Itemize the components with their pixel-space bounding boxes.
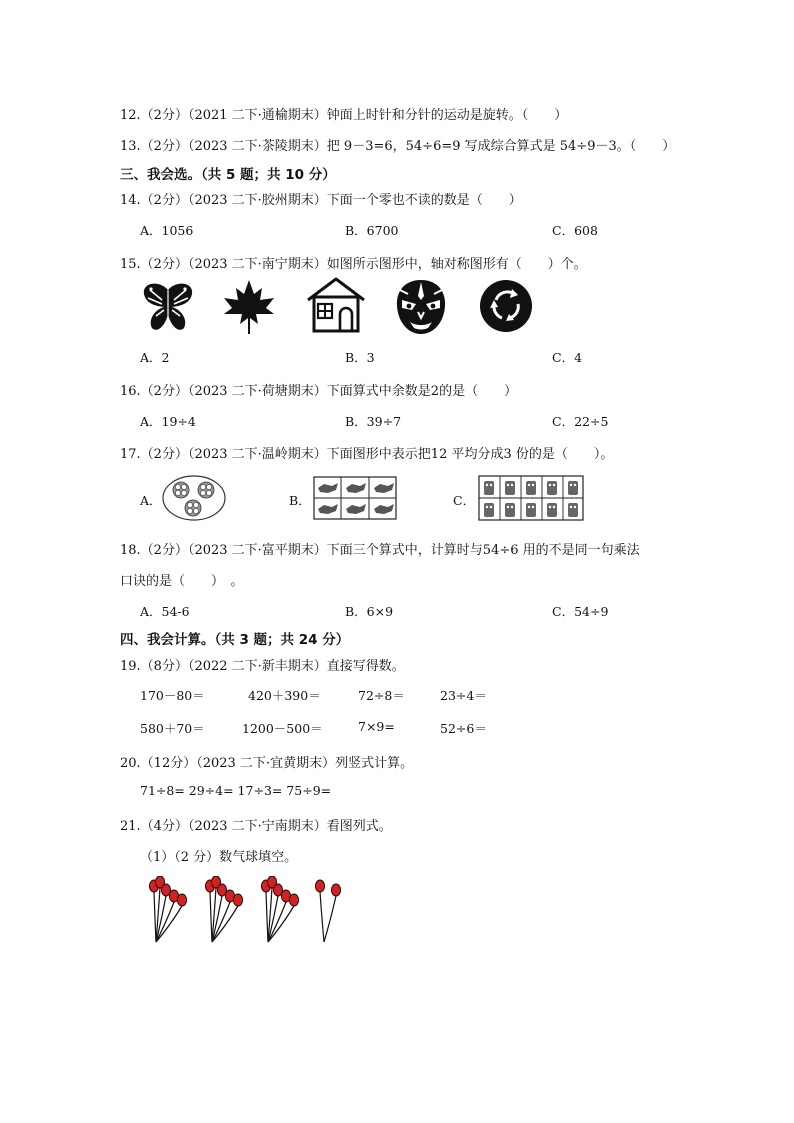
q19-expr-4: 23÷4＝ <box>440 688 487 703</box>
question-13: 13.（2分）（2023 二下·茶陵期末）把 9－3=6，54÷6=9 写成综合算式是 54÷9－3。（ ） <box>120 139 676 154</box>
balloon <box>289 894 298 906</box>
q18-option-c: C．54÷9 <box>552 604 609 619</box>
q17-label-b: B． <box>289 493 311 508</box>
section-3-title: 三、我会选。（共 5 题；共 10 分） <box>120 167 336 183</box>
q14-option-c: C．608 <box>552 223 598 238</box>
balloon <box>177 894 186 906</box>
balloon <box>331 884 340 896</box>
q17-option-a-figure <box>161 474 227 522</box>
q19-expr-8: 52÷6＝ <box>440 721 487 736</box>
q18-option-a: A．54-6 <box>140 604 190 619</box>
butterfly-icon <box>140 280 196 334</box>
question-20: 20.（12分）（2023 二下·宜黄期末）列竖式计算。 <box>120 756 414 771</box>
question-17: 17.（2分）（2023 二下·温岭期末）下面图形中表示把12 平均分成3 份的是（ ）。 <box>120 447 614 462</box>
balloon-bunches-figure <box>146 876 360 946</box>
q14-option-a: A．1056 <box>140 223 194 238</box>
balloon-bunch <box>149 876 186 942</box>
q16-option-c: C．22÷5 <box>552 414 609 429</box>
question-16: 16.（2分）（2023 二下·荷塘期末）下面算式中余数是2的是（ ） <box>120 384 518 399</box>
question-18: 18.（2分）（2023 二下·富平期末）下面三个算式中，计算时与54÷6 用的不是同一句乘法 <box>120 543 640 558</box>
q19-expr-7: 7×9= <box>358 719 395 734</box>
q19-expr-1: 170－80＝ <box>140 688 205 703</box>
balloon <box>233 894 242 906</box>
balloon <box>315 880 324 892</box>
balloon-bunch <box>205 876 242 942</box>
question-19: 19.（8分）（2022 二下·新丰期末）直接写得数。 <box>120 659 405 674</box>
question-21: 21.（4分）（2023 二下·宁南期末）看图列式。 <box>120 819 392 834</box>
section-4-title: 四、我会计算。（共 3 题；共 24 分） <box>120 632 350 648</box>
question-18-line2: 口诀的是（ ） 。 <box>120 574 244 589</box>
q15-option-c: C．4 <box>552 350 583 365</box>
q16-option-b: B．39÷7 <box>345 414 402 429</box>
question-15: 15.（2分）（2023 二下·南宁期末）如图所示图形中，轴对称图形有（ ）个。 <box>120 257 587 272</box>
q17-option-c-figure <box>478 475 584 521</box>
q16-option-a: A．19÷4 <box>140 414 196 429</box>
balloon-bunch <box>315 880 340 942</box>
opera-mask-icon <box>392 278 450 336</box>
q19-expr-6: 1200－500＝ <box>242 721 323 736</box>
question-12: 12.（2分）（2021 二下·通榆期末）钟面上时针和分针的运动是旋转。（ ） <box>120 108 568 123</box>
q18-option-b: B．6×9 <box>345 604 394 619</box>
q19-expr-5: 580＋70＝ <box>140 721 205 736</box>
q17-label-c: C． <box>453 493 476 508</box>
question-14: 14.（2分）（2023 二下·胶州期末）下面一个零也不读的数是（ ） <box>120 193 522 208</box>
q19-expr-2: 420＋390＝ <box>248 688 321 703</box>
q21-subquestion-1: （1）（2 分）数气球填空。 <box>140 850 298 865</box>
q15-option-b: B．3 <box>345 350 375 365</box>
house-icon <box>304 276 368 334</box>
balloon-bunch <box>261 876 298 942</box>
q17-option-b-figure <box>313 476 397 520</box>
q19-expr-3: 72÷8＝ <box>358 688 405 703</box>
recycle-circle-icon <box>478 278 534 334</box>
q17-label-a: A． <box>140 493 162 508</box>
q14-option-b: B．6700 <box>345 223 399 238</box>
q20-expressions: 71÷8= 29÷4= 17÷3= 75÷9= <box>140 783 332 798</box>
maple-leaf-icon <box>220 278 278 336</box>
q15-option-a: A．2 <box>140 350 170 365</box>
